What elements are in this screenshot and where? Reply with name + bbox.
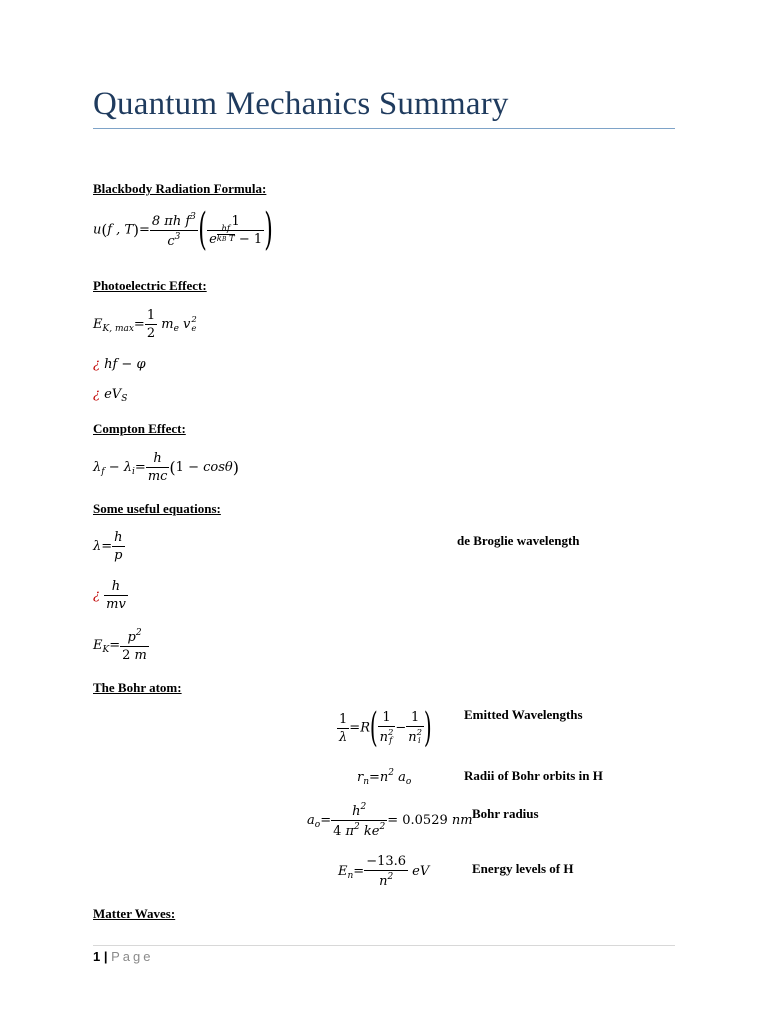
equation-bohr-radius: $a_o=$ $\frac{h^2}{4 \pi^2 ke^2}$ = 0.0529 nm: [307, 802, 473, 839]
footer-rule: [93, 945, 675, 946]
label-de-broglie: de Broglie wavelength: [457, 533, 580, 548]
equation-blackbody: u(f , T)= $\frac{8 \pi h f^3}{c^3}$ ( 1 e $\frac{hf}{\text{kB T}}$ − 1 ): [93, 204, 274, 255]
heading-matter-waves: Matter Waves:: [93, 906, 176, 921]
equation-compton: $\lambda_f - \lambda_i=$ $\frac{h}{mc}$ (1 − cosθ): [93, 451, 239, 484]
equation-kinetic-energy: $E_K=$ $\frac{p^2}{2 m}$: [93, 628, 147, 663]
footer-separator: |: [103, 949, 108, 964]
equation-de-broglie: λ= $\frac{h}{p}$: [93, 530, 123, 563]
title-underline: [93, 128, 675, 129]
page-footer: [93, 949, 154, 964]
label-bohr-radius: Bohr radius: [472, 806, 539, 821]
equation-photoelectric-1: $E_{K, max}=$ $\frac{1}{2}$ $m_e$ v 2 e: [93, 308, 197, 341]
equation-de-broglie-momentum: ¿ $\frac{h}{mv}$: [93, 579, 126, 612]
page-word: Page: [111, 949, 154, 964]
equation-photoelectric-2: ¿ hf − φ: [93, 357, 146, 372]
label-bohr-orbit-radii: Radii of Bohr orbits in H: [464, 768, 603, 783]
equation-photoelectric-3: ¿ $eV_S$: [93, 387, 128, 404]
equation-energy-levels: $E_n=$ $\frac{-13.6}{n^2}$ eV: [338, 854, 430, 889]
heading-compton: Compton Effect:: [93, 421, 186, 436]
heading-bohr-atom: The Bohr atom:: [93, 680, 182, 695]
heading-photoelectric: Photoelectric Effect:: [93, 278, 207, 293]
heading-blackbody: Blackbody Radiation Formula:: [93, 181, 267, 196]
page-title: Quantum Mechanics Summary: [93, 86, 509, 122]
equation-bohr-radii: $r_n=n^2$ $a_o$: [357, 768, 412, 787]
page-number: 1: [93, 949, 101, 964]
heading-useful-equations: Some useful equations:: [93, 501, 221, 516]
equation-rydberg: $\frac{1}{\lambda}$ =R( 1 n 2 f − 1 n 2 i ): [339, 705, 432, 751]
label-energy-levels: Energy levels of H: [472, 861, 574, 876]
label-emitted-wavelengths: Emitted Wavelengths: [464, 707, 583, 722]
